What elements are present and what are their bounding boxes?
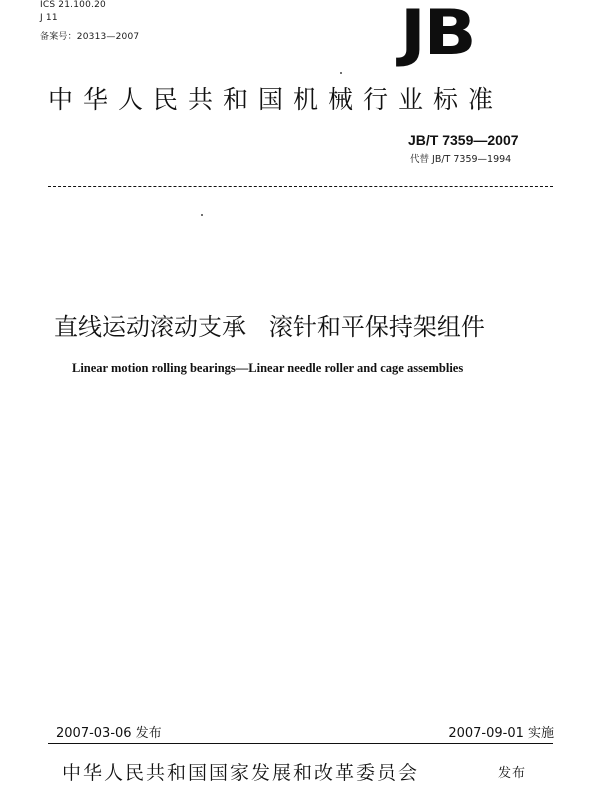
footer-rule [48,743,553,744]
issuing-label: 发布 [498,766,527,781]
document-title-english: Linear motion rolling bearings—Linear needle roller and cage assemblies [72,361,464,375]
ics-code: ICS 21.100.20 [40,0,106,10]
scan-speck [201,214,203,216]
ccs-code: J 11 [40,13,58,23]
record-number: 备案号：20313—2007 [40,32,140,42]
supersedes-note: 代替 JB/T 7359—1994 [410,154,512,165]
header-rule [48,186,553,187]
standard-number: JB/T 7359—2007 [408,132,519,148]
scan-speck [340,72,342,74]
organization-title: 中华人民共和国机械行业标准 [48,85,504,114]
jb-logo: JB [400,0,475,69]
implement-date: 2007-09-01 实施 [448,726,554,741]
publish-date: 2007-03-06 发布 [56,726,162,741]
issuing-authority: 中华人民共和国国家发展和改革委员会 [62,762,420,784]
document-title-chinese: 直线运动滚动支承 滚针和平保持架组件 [54,313,485,341]
